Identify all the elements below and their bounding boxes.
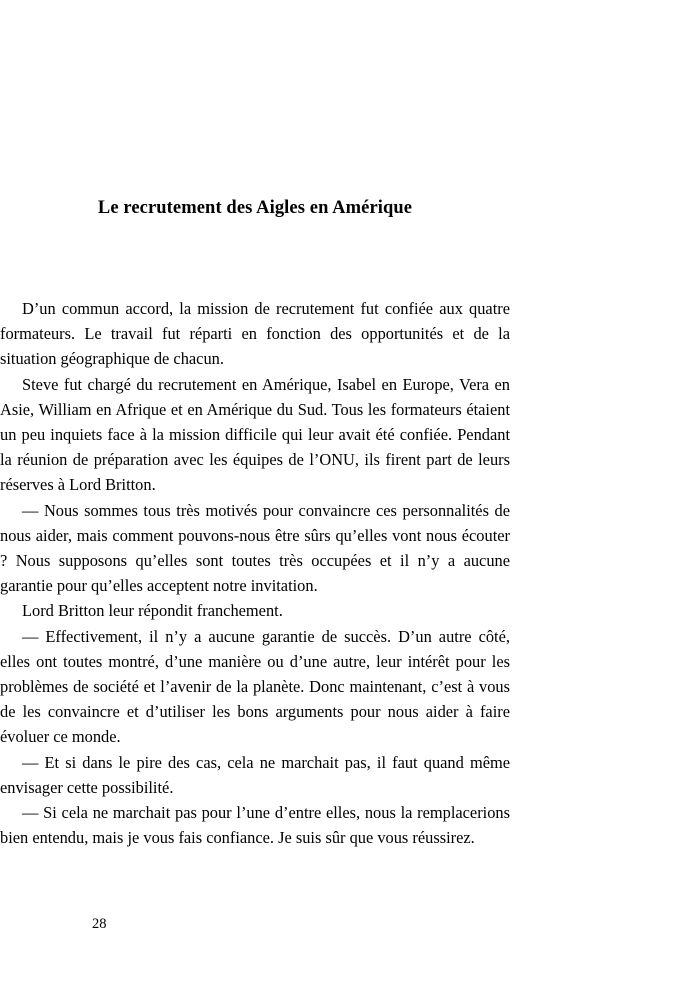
paragraph: — Nous sommes tous très motivés pour convaincre ces personnalités de nous aider, mais comment pouvons-nous être sûrs qu’elles vont nous écouter ? Nous supposons qu’elles sont toutes très occupées et il n’y a aucune garantie pour qu’elles acceptent notre invitation. (0, 500, 510, 596)
paragraph: — Si cela ne marchait pas pour l’une d’entre elles, nous la remplacerions bien entendu, mais je vous fais confiance. Je suis sûr que vous réussirez. (0, 803, 510, 848)
paragraph: Steve fut chargé du recrutement en Amérique, Isabel en Europe, Vera en Asie, William en Afrique et en Amérique du Sud. Tous les formateurs étaient un peu inquiets face à la mission difficile qui leur avait été confiée. Pendant la réunion de préparation avec les équipes de l’ONU, ils firent part de leurs réserves à Lord Britton. (0, 374, 510, 495)
page-title: Le recrutement des Aigles en Amérique (97, 198, 413, 218)
body-text-block (0, 296, 510, 850)
paragraph: — Et si dans le pire des cas, cela ne marchait pas, il faut quand même envisager cette possibilité. (0, 752, 510, 797)
paragraph: — Effectivement, il n’y a aucune garantie de succès. D’un autre côté, elles ont toutes montré, d’une manière ou d’une autre, leur intérêt pour les problèmes de société et l’avenir de la planète. Donc maintenant, c’est à vous de les convaincre et d’utiliser les bons arguments pour nous aider à faire évoluer ce monde. (0, 626, 510, 747)
page-number: 28 (92, 916, 107, 932)
paragraph: Lord Britton leur répondit franchement. (22, 601, 283, 621)
paragraph: D’un commun accord, la mission de recrutement fut confiée aux quatre formateurs. Le travail fut réparti en fonction des opportunités et de la situation géographique de chacun. (0, 299, 510, 369)
